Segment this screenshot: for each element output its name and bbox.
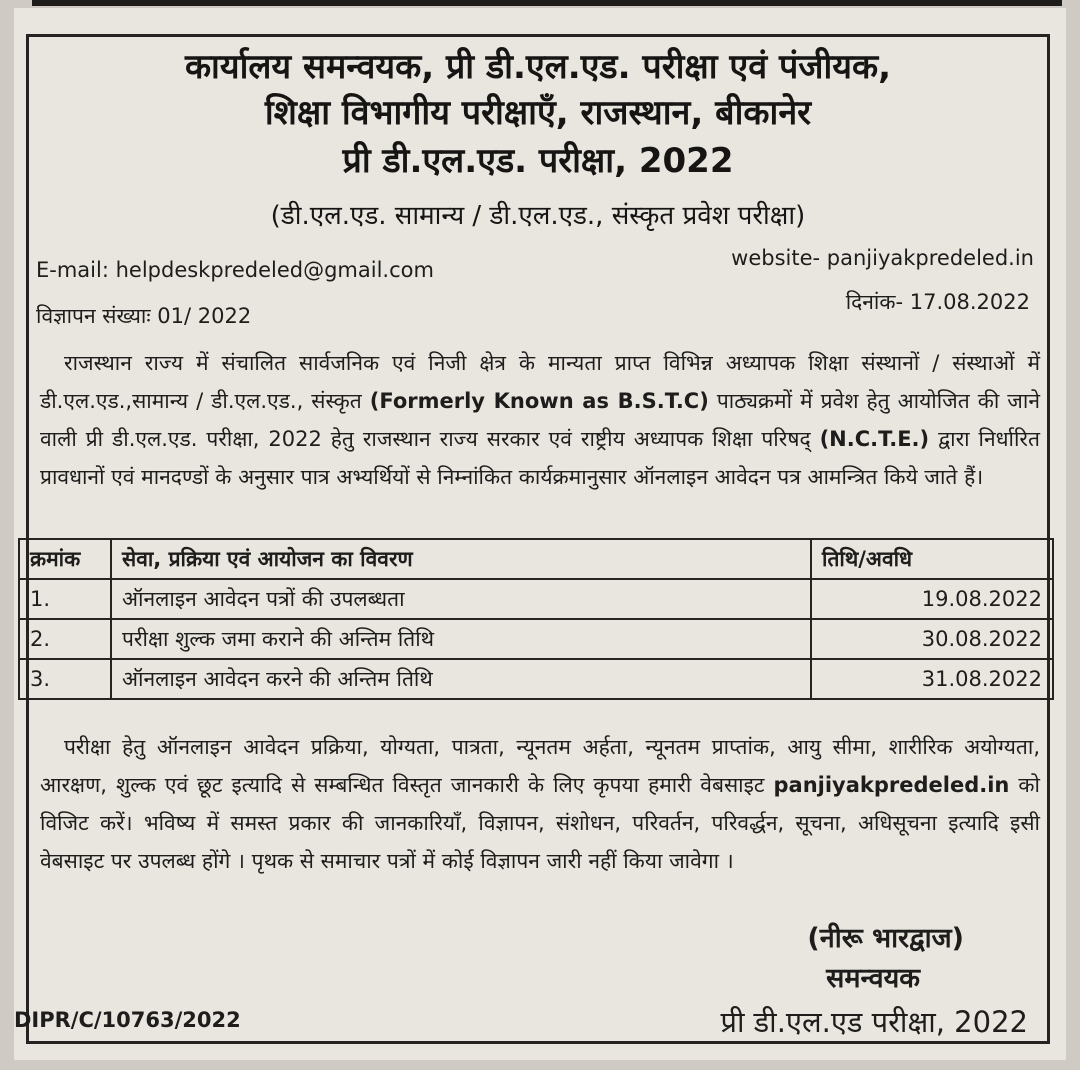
ad-number: विज्ञापन संख्याः 01/ 2022 <box>36 304 252 328</box>
row-description: ऑनलाइन आवेदन पत्रों की उपलब्धता <box>111 579 811 619</box>
schedule-table <box>18 538 1054 700</box>
row-description: परीक्षा शुल्क जमा कराने की अन्तिम तिथि <box>111 619 811 659</box>
row-description: ऑनलाइन आवेदन करने की अन्तिम तिथि <box>111 659 811 699</box>
email-line: E-mail: helpdeskpredeled@gmail.com <box>36 258 434 282</box>
department-title: शिक्षा विभागीय परीक्षाएँ, राजस्थान, बीकानेर <box>264 93 812 133</box>
exam-title: प्री डी.एल.एड. परीक्षा, 2022 <box>342 141 734 181</box>
signatory-designation: समन्वयक <box>826 963 920 994</box>
signatory-name: (नीरू भारद्वाज) <box>807 923 964 954</box>
row-date: 30.08.2022 <box>811 619 1053 659</box>
office-title: कार्यालय समन्वयक, प्री डी.एल.एड. परीक्षा एवं पंजीयक, <box>184 47 892 87</box>
header-description: सेवा, प्रक्रिया एवं आयोजन का विवरण <box>111 539 811 579</box>
table-row <box>19 579 1053 619</box>
table-header-row <box>19 539 1053 579</box>
table-row <box>19 659 1053 699</box>
row-serial: 3. <box>19 659 111 699</box>
dipr-code: DIPR/C/10763/2022 <box>14 1008 241 1032</box>
header-date: तिथि/अवधि <box>811 539 1053 579</box>
row-serial: 2. <box>19 619 111 659</box>
website-line: website- panjiyakpredeled.in <box>731 246 1034 270</box>
row-serial: 1. <box>19 579 111 619</box>
table-row <box>19 619 1053 659</box>
intro-paragraph: राजस्थान राज्य में संचालित सार्वजनिक एवं निजी क्षेत्र के मान्यता प्राप्त विभिन्न अध्यापक शिक्षा संस्थानों / संस्थाओं में डी.एल.एड.,सामान्य / डी.एल.एड., संस्कृत (Formerly Known as B.S.T.C) पाठ्यक्रमों में प्रवेश हेतु आयोजित की जाने वाली प्री डी.एल.एड. परीक्षा, 2022 हेतु राजस्थान राज्य सरकार एवं राष्ट्रीय अध्यापक शिक्षा परिषद् (N.C.T.E.) द्वारा निर्धारित प्रावधानों एवं मानदण्डों के अनुसार पात्र अभ्यर्थियों से निम्नांकित कार्यक्रमानुसार ऑनलाइन आवेदन पत्र आमन्त्रित किये जाते हैं। <box>40 351 1040 489</box>
top-border-line <box>32 0 1062 6</box>
row-date: 19.08.2022 <box>811 579 1053 619</box>
details-paragraph: परीक्षा हेतु ऑनलाइन आवेदन प्रक्रिया, योग्यता, पात्रता, न्यूनतम अर्हता, न्यूनतम प्राप्तांक, आयु सीमा, शारीरिक अयोग्यता, आरक्षण, शुल्क एवं छूट इत्यादि से सम्बन्धित विस्तृत जानकारी के लिए कृपया हमारी वेबसाइट panjiyakpredeled.in को विजिट करें। भविष्य में समस्त प्रकार की जानकारियाँ, विज्ञापन, संशोधन, परिवर्तन, परिवर्द्धन, सूचना, अधिसूचना इत्यादि इसी वेबसाइट पर उपलब्ध होंगे । पृथक से समाचार पत्रों में कोई विज्ञापन जारी नहीं किया जावेगा । <box>40 735 1040 873</box>
ad-date: दिनांक- 17.08.2022 <box>845 290 1030 314</box>
exam-subtitle: (डी.एल.एड. सामान्य / डी.एल.एड., संस्कृत प्रवेश परीक्षा) <box>270 201 806 231</box>
header-serial: क्रमांक <box>19 539 111 579</box>
signatory-office: प्री डी.एल.एड परीक्षा, 2022 <box>720 1005 1028 1039</box>
row-date: 31.08.2022 <box>811 659 1053 699</box>
